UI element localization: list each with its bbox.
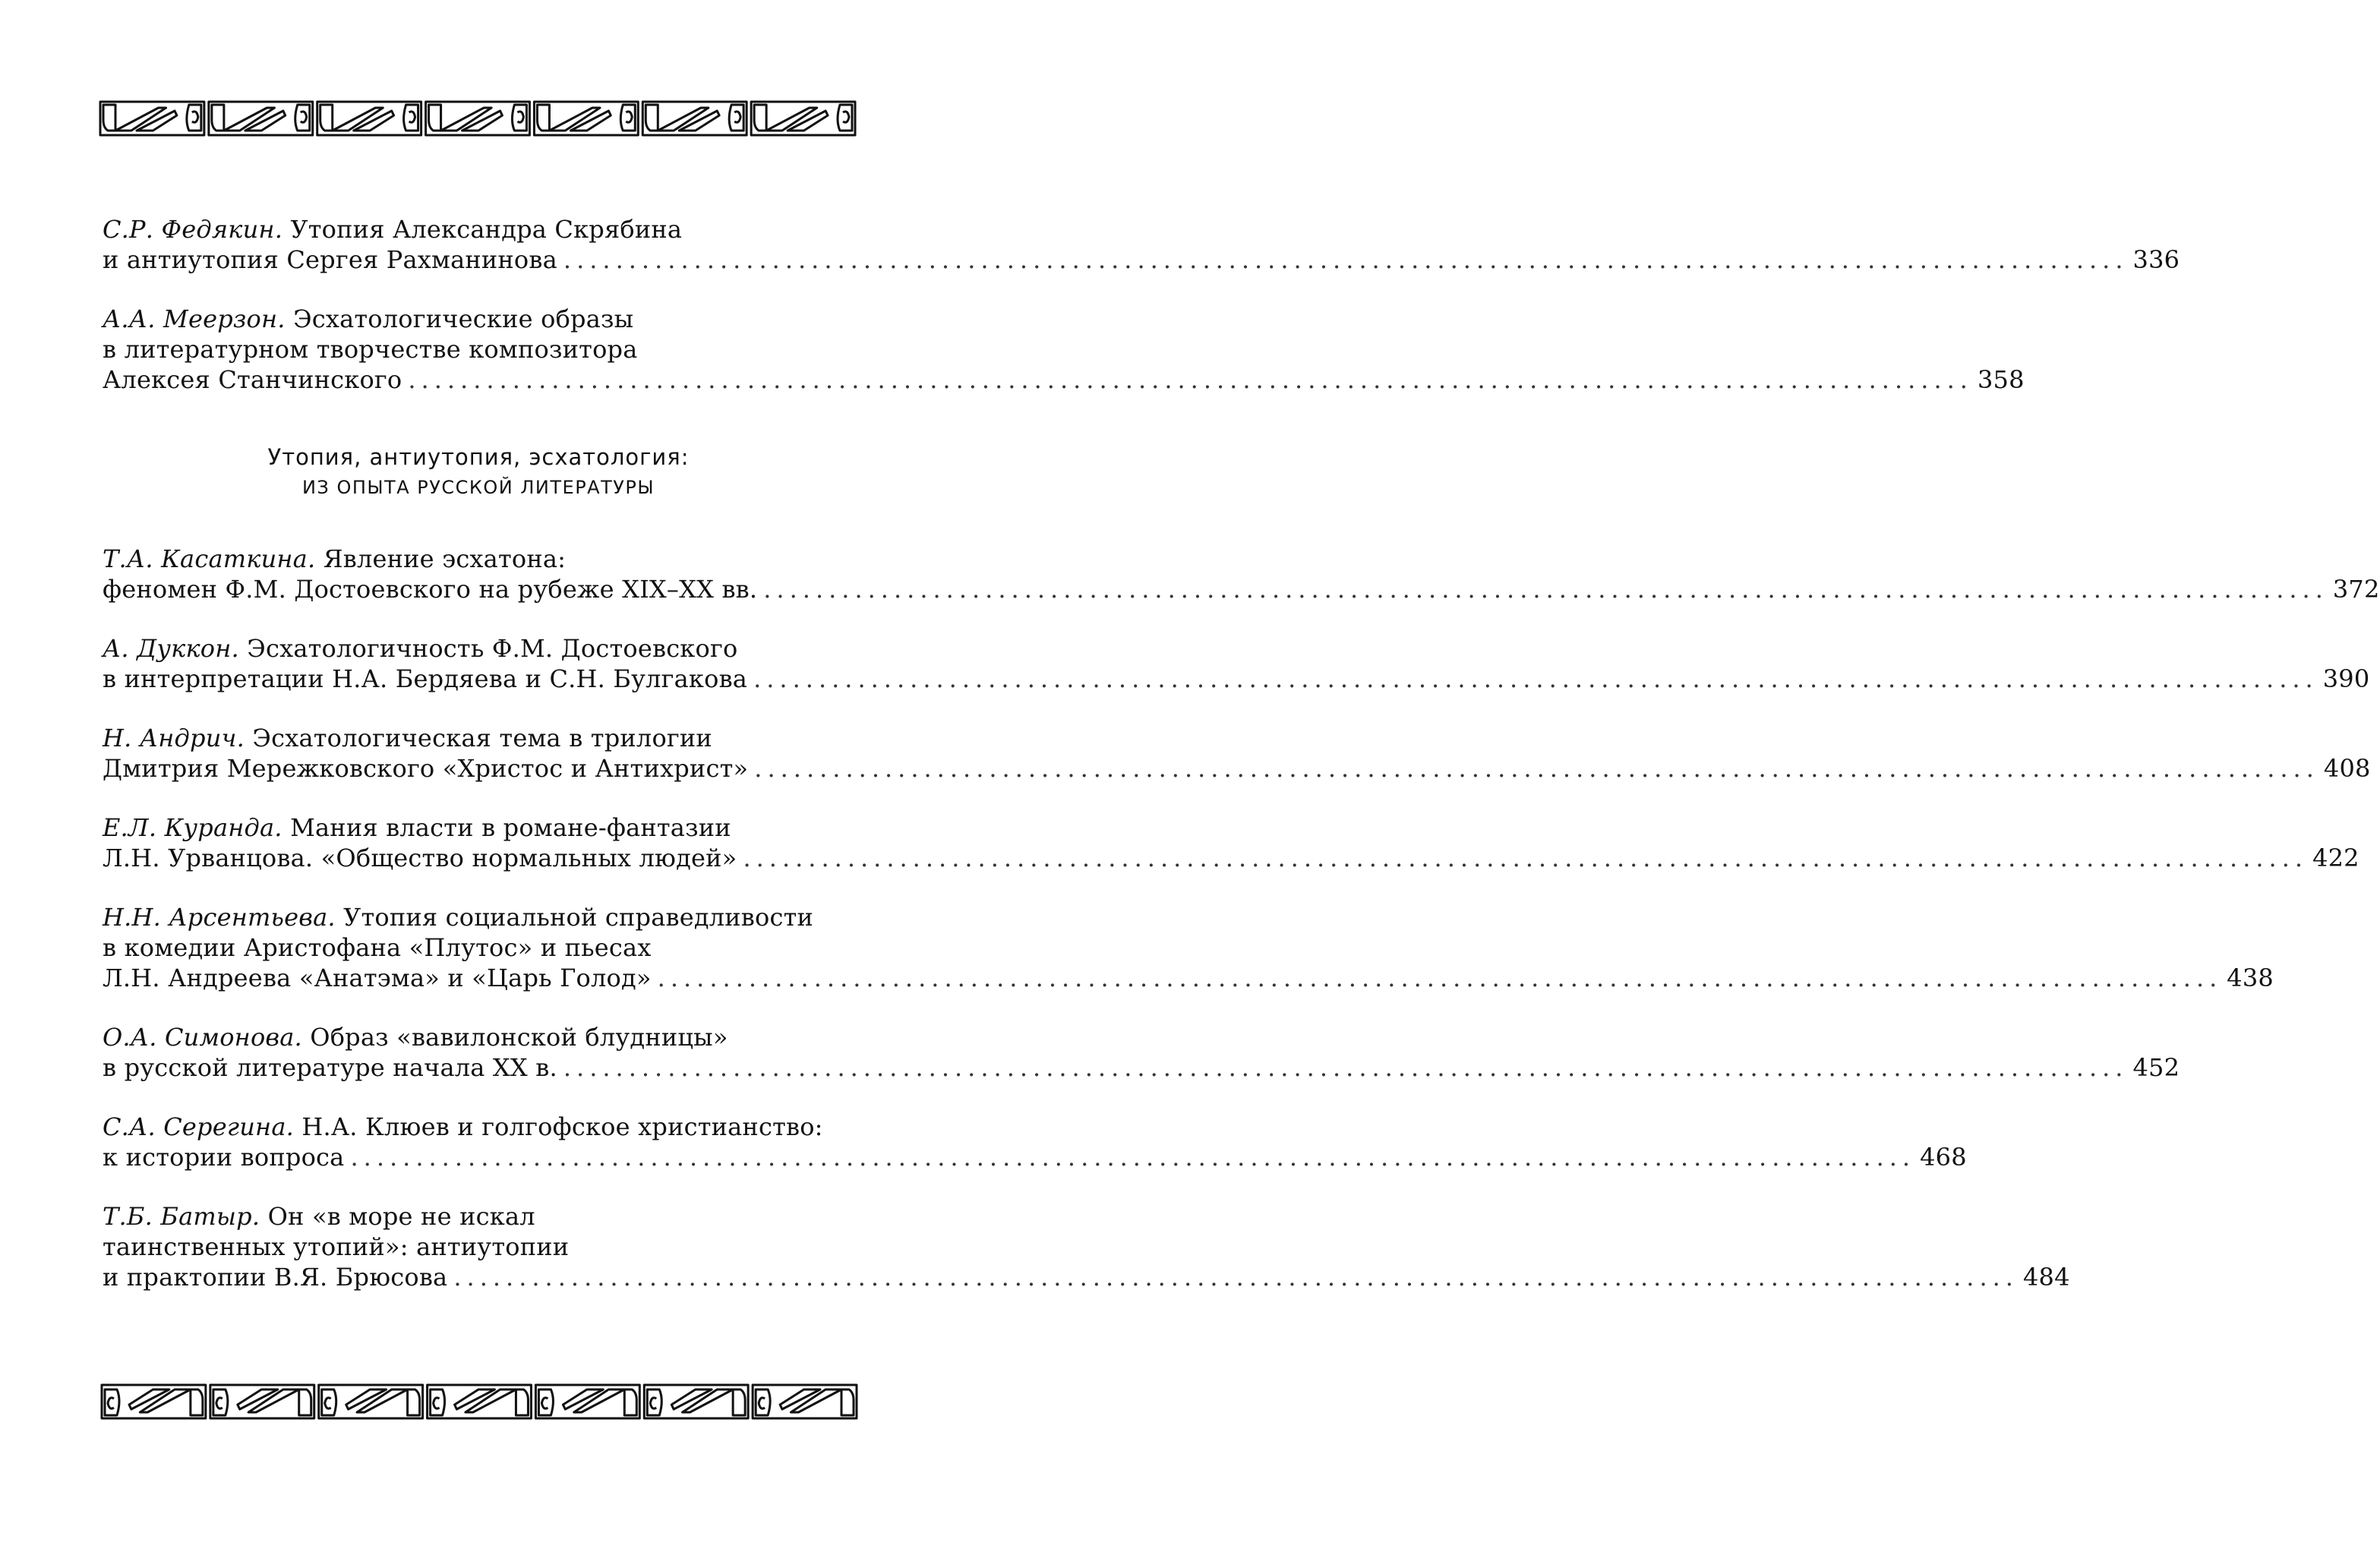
entry-title-text: Утопия социальной справедливости	[343, 903, 814, 932]
entry-title-text: Л.Н. Урванцова. «Общество нормальных людей»	[103, 844, 737, 872]
section-heading	[103, 442, 854, 503]
dot-leader: ........................................................................................................................	[754, 754, 2319, 783]
entries-group-after	[103, 544, 2380, 1292]
entry-title-text: Образ «вавилонской блудницы»	[310, 1023, 728, 1052]
entry-last-line	[103, 963, 2274, 993]
dot-leader: ........................................................................................................................	[743, 844, 2309, 872]
entry-title-text: и практопии В.Я. Брюсова	[103, 1263, 448, 1292]
entry-title-text: Явление эсхатона:	[323, 544, 567, 573]
dot-leader: ........................................................................................................................	[453, 1263, 2019, 1292]
entry-title-text: таинственных утопий»: антиутопии	[103, 1232, 570, 1261]
page-number: 390	[2322, 664, 2370, 693]
ornament-segment	[753, 1385, 857, 1418]
entry-author: А. Дуккон.	[103, 634, 239, 663]
page-number: 336	[2132, 245, 2180, 274]
entry-title-text: в интерпретации Н.А. Бердяева и С.Н. Булгакова	[103, 664, 748, 693]
entry-author: Н.Н. Арсентьева.	[103, 903, 336, 932]
entry-author: С.А. Серегина.	[103, 1112, 294, 1141]
toc-entry	[103, 1112, 1967, 1172]
entry-last-line	[103, 364, 2025, 395]
entry-line	[103, 1232, 854, 1262]
ornament-segment	[317, 102, 421, 135]
entry-last-line	[103, 753, 2371, 784]
toc-entry	[103, 1201, 2070, 1292]
toc-entry	[103, 214, 2180, 275]
entry-last-line	[103, 1262, 2070, 1292]
entry-last-line	[103, 1142, 1967, 1172]
entry-line	[103, 1022, 854, 1052]
entry-title-text: Л.Н. Андреева «Анатэма» и «Царь Голод»	[103, 964, 652, 992]
page-number: 422	[2312, 844, 2359, 872]
entry-line	[103, 902, 854, 932]
ornament-segment	[642, 102, 747, 135]
entry-title-text: в комедии Аристофана «Плутос» и пьесах	[103, 933, 652, 962]
entry-line	[103, 812, 854, 843]
dot-leader: ........................................................................................................................	[753, 664, 2318, 693]
toc-entry	[103, 544, 2380, 604]
entry-title-text: и антиутопия Сергея Рахманинова	[103, 245, 557, 274]
entries-group-before	[103, 214, 2180, 395]
entry-line	[103, 1112, 854, 1142]
entry-title-text: феномен Ф.М. Достоевского на рубеже XIX–XX вв.	[103, 575, 758, 604]
entry-author: Н. Андрич.	[103, 724, 245, 752]
toc-entry	[103, 304, 2025, 395]
entry-line	[103, 1201, 854, 1232]
entry-title-text: в русской литературе начала XX в.	[103, 1053, 557, 1082]
entry-title-text: Он «в море не искал	[267, 1202, 535, 1231]
ornament-segment	[209, 102, 313, 135]
entry-last-line	[103, 664, 2370, 694]
entry-last-line	[103, 574, 2380, 604]
section-title-line-1: Утопия, антиутопия, эсхатология:	[267, 444, 690, 470]
page-number: 358	[1977, 365, 2025, 394]
entry-line	[103, 214, 854, 244]
ornament-top-border	[99, 97, 858, 140]
entry-author: Е.Л. Куранда.	[103, 813, 283, 842]
entry-title-text: Алексея Станчинского	[103, 365, 402, 394]
page-number: 438	[2227, 964, 2274, 992]
entry-title-text: Дмитрия Мережковского «Христос и Антихрист»	[103, 754, 749, 783]
ornament-segment	[426, 102, 530, 135]
entry-author: О.А. Симонова.	[103, 1023, 302, 1052]
entry-last-line	[103, 244, 2180, 275]
entry-author: С.Р. Федякин.	[103, 215, 283, 244]
toc-entry	[103, 723, 2371, 784]
dot-leader: ........................................................................................................................	[563, 1053, 2129, 1082]
entry-author: А.А. Меерзон.	[103, 304, 286, 333]
entry-line	[103, 633, 854, 664]
ornament-segment	[100, 102, 204, 135]
ornament-segment	[210, 1385, 314, 1418]
entry-last-line	[103, 1052, 2180, 1083]
entry-title-text: Утопия Александра Скрябина	[290, 215, 683, 244]
section-title-line-2: ИЗ ОПЫТА РУССКОЙ ЛИТЕРАТУРЫ	[301, 477, 655, 498]
entry-line	[103, 304, 854, 334]
entry-line	[103, 932, 854, 963]
entry-line	[103, 544, 854, 574]
entry-title-text: Мания власти в романе-фантазии	[290, 813, 731, 842]
dot-leader: ........................................................................................................................	[657, 964, 2223, 992]
entry-line	[103, 723, 854, 753]
page-number: 408	[2323, 754, 2371, 783]
table-of-contents	[103, 214, 2380, 1292]
ornament-segment	[428, 1385, 532, 1418]
page-number: 484	[2022, 1263, 2070, 1292]
entry-title-text: Эсхатологические образы	[293, 304, 634, 333]
toc-entry	[103, 633, 2370, 694]
entry-title-text: к истории вопроса	[103, 1143, 345, 1172]
page-number: 468	[1920, 1143, 1967, 1172]
ornament-segment	[102, 1385, 206, 1418]
entry-last-line	[103, 843, 2359, 873]
ornament-segment	[751, 102, 855, 135]
dot-leader: ........................................................................................................................	[563, 245, 2129, 274]
ornament-segment	[319, 1385, 423, 1418]
ornament-segment	[535, 1385, 639, 1418]
entry-title-text: Эсхатологичность Ф.М. Достоевского	[247, 634, 738, 663]
dot-leader: ........................................................................................................................	[350, 1143, 1916, 1172]
ornament-segment	[534, 102, 638, 135]
ornament-segment	[644, 1385, 748, 1418]
entry-title-text: Н.А. Клюев и голгофское христианство:	[301, 1112, 823, 1141]
page-number: 372	[2332, 575, 2380, 604]
entry-author: Т.А. Касаткина.	[103, 544, 316, 573]
entry-title-text: Эсхатологическая тема в трилогии	[252, 724, 712, 752]
toc-entry	[103, 1022, 2180, 1083]
page-number: 452	[2132, 1053, 2180, 1082]
entry-line	[103, 334, 854, 364]
entry-title-text: в литературном творчестве композитора	[103, 335, 638, 364]
ornament-bottom-border	[99, 1380, 858, 1423]
entry-author: Т.Б. Батыр.	[103, 1202, 260, 1231]
toc-entry	[103, 812, 2359, 873]
toc-entry	[103, 902, 2274, 993]
dot-leader: ........................................................................................................................	[408, 365, 1973, 394]
dot-leader: ........................................................................................................................	[763, 575, 2328, 604]
